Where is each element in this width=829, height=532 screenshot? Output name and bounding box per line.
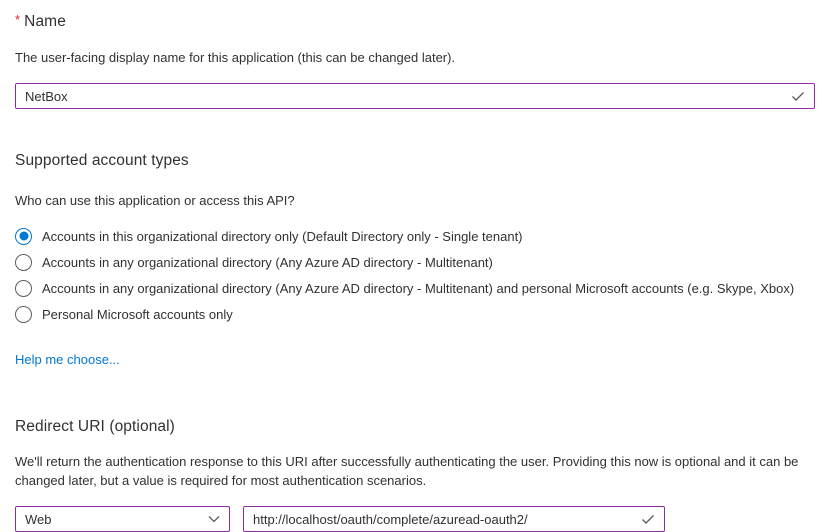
- radio-button-icon[interactable]: [15, 306, 32, 323]
- radio-option-label: Personal Microsoft accounts only: [42, 306, 233, 322]
- name-input-wrapper: [15, 83, 815, 109]
- required-asterisk: *: [15, 12, 21, 27]
- radio-button-icon[interactable]: [15, 228, 32, 245]
- chevron-down-icon: [207, 512, 221, 526]
- supported-account-types-section: [15, 152, 815, 369]
- radio-option-label: Accounts in any organizational directory (Any Azure AD directory - Multitenant) and personal Microsoft accounts (e.g. Skype, Xbox): [42, 280, 795, 296]
- redirect-uri-description: We'll return the authentication response to this URI after successfully authenticating the user. Providing this now is optional and it can be changed later, but a value is required for most authentication scenarios.: [15, 454, 799, 488]
- redirect-uri-title: Redirect URI (optional): [15, 418, 175, 435]
- platform-select-value: Web: [25, 511, 52, 527]
- name-input[interactable]: [16, 84, 814, 108]
- account-types-title: Supported account types: [15, 152, 189, 169]
- radio-option-label: Accounts in this organizational directory only (Default Directory only - Single tenant): [42, 228, 523, 244]
- redirect-uri-row: [15, 506, 815, 532]
- radio-option-personal-only[interactable]: [15, 301, 815, 327]
- radio-button-icon[interactable]: [15, 254, 32, 271]
- radio-button-icon[interactable]: [15, 280, 32, 297]
- name-description: The user-facing display name for this application (this can be changed later).: [15, 50, 456, 65]
- redirect-uri-input-wrapper: [243, 506, 665, 532]
- radio-option-multitenant-personal[interactable]: [15, 275, 815, 301]
- platform-select[interactable]: [15, 506, 230, 532]
- redirect-uri-input[interactable]: [244, 507, 664, 531]
- name-title-text: Name: [24, 13, 66, 30]
- radio-option-multitenant[interactable]: [15, 249, 815, 275]
- radio-option-label: Accounts in any organizational directory (Any Azure AD directory - Multitenant): [42, 254, 493, 270]
- help-me-choose-link[interactable]: Help me choose...: [15, 352, 120, 367]
- redirect-uri-section: [15, 418, 815, 532]
- account-types-question: Who can use this application or access this API?: [15, 193, 295, 208]
- name-section-title: [15, 12, 815, 31]
- radio-option-single-tenant[interactable]: [15, 223, 815, 249]
- account-types-radio-group: [15, 223, 815, 327]
